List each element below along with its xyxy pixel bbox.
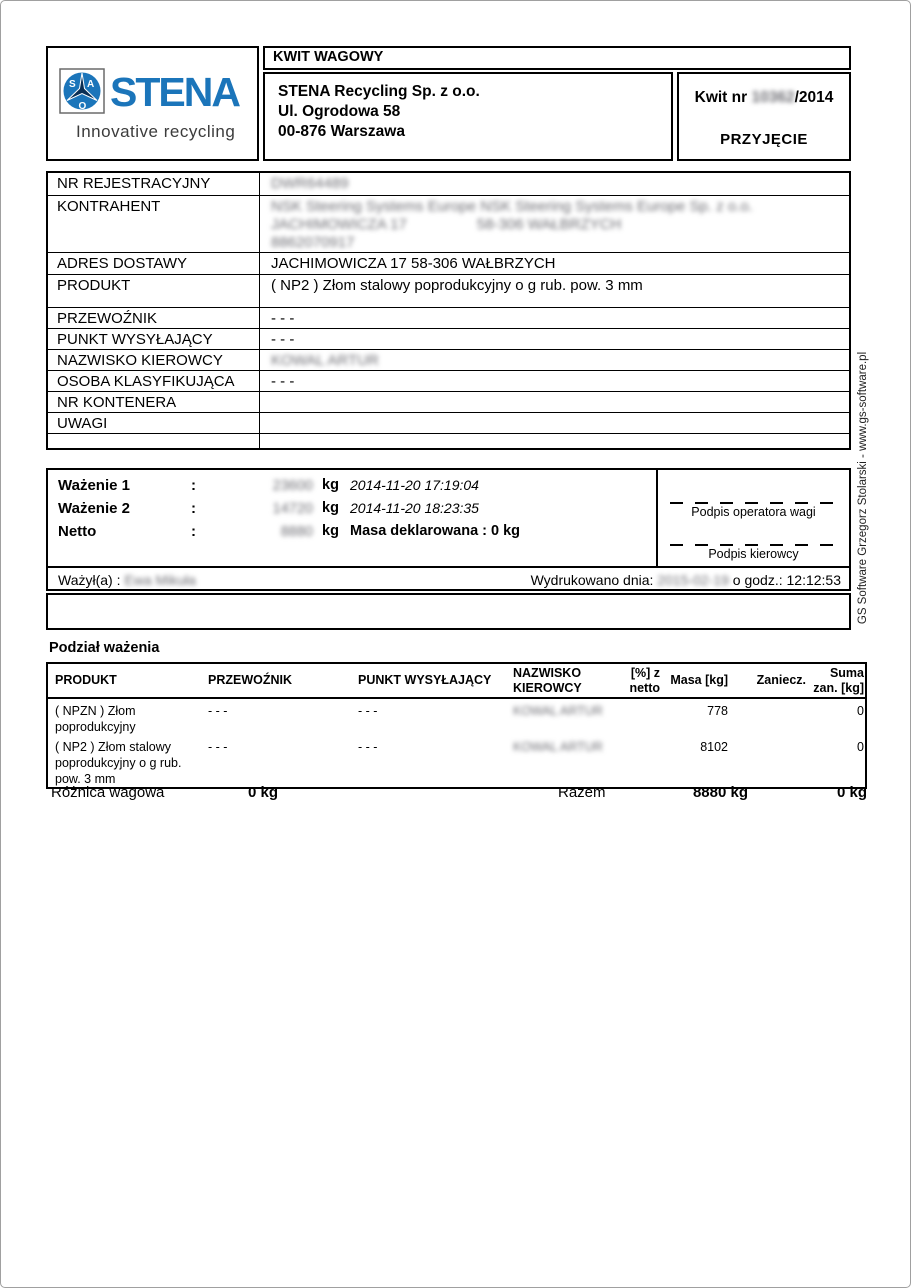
signature-label: Podpis operatora wagi: [691, 505, 816, 519]
logo-box: [46, 46, 259, 161]
kwit-number-redacted: 10362: [751, 89, 795, 106]
brand-tagline: Innovative recycling: [76, 122, 236, 141]
weighing-timestamp: 2014-11-20 18:23:35: [350, 500, 479, 516]
kwit-number-box: [677, 72, 851, 161]
weighing-timestamp: 2014-11-20 17:19:04: [350, 477, 479, 493]
field-value: - - -: [271, 373, 295, 390]
diff-label: Różnica wagowa: [51, 784, 165, 801]
table-row: [48, 328, 849, 349]
field-value: KOWAL ARTUR: [271, 352, 379, 369]
table-row: [48, 274, 849, 307]
weighing-box: [46, 468, 851, 591]
table-row: [48, 252, 849, 274]
field-label: NAZWISKO KIEROWCY: [48, 350, 260, 370]
weighing-label: Ważenie 1: [58, 477, 130, 494]
field-value: [260, 413, 849, 433]
doc-type-title: KWIT WAGOWY: [263, 46, 851, 70]
field-label: PRODUKT: [48, 275, 260, 307]
produkt-cell: ( NP2 ) Złom stalowy poprodukcyjny o g rub. pow. 3 mm: [55, 740, 182, 786]
weight-value-redacted: 23600: [272, 478, 313, 494]
table-row: [48, 412, 849, 433]
total-masa: 8880 kg: [692, 784, 748, 801]
svg-text:S: S: [69, 79, 76, 90]
column-header: PUNKT WYSYŁAJĄCY: [358, 673, 492, 688]
pct-cell: [608, 704, 665, 735]
stena-star-icon: [59, 68, 105, 114]
zaniecz-cell: [733, 740, 811, 787]
signature-label: Podpis kierowcy: [708, 547, 799, 561]
kwit-year: /2014: [794, 89, 834, 106]
weighing-row-2: Ważenie 2 : 14720 kg 2014-11-20 18:23:35: [58, 500, 479, 517]
weight-value-redacted: 8880: [280, 524, 313, 540]
svg-text:A: A: [87, 79, 95, 90]
weight-value-redacted: 14720: [272, 501, 313, 517]
signature-cell: [656, 470, 849, 566]
kwit-number-line: [679, 89, 849, 107]
brand-name: STENA: [110, 69, 239, 115]
breakdown-footer: [46, 784, 867, 806]
column-header: Zaniecz.: [756, 673, 806, 688]
receipt-mode: PRZYJĘCIE: [720, 131, 808, 148]
field-value: DWR64489: [271, 175, 349, 192]
przewoznik-cell: - - -: [208, 740, 228, 755]
table-row: [48, 349, 849, 370]
details-table: [46, 171, 851, 450]
weighing-row-netto: Netto : 8880 kg Masa deklarowana : 0 kg: [58, 523, 521, 540]
weighing-label: Ważenie 2: [58, 500, 130, 517]
breakdown-body: [46, 699, 867, 789]
weighing-row-1: Ważenie 1 : 23600 kg 2014-11-20 17:19:04: [58, 477, 479, 494]
column-header: Masa [kg]: [670, 673, 728, 688]
table-row: [48, 391, 849, 412]
field-value: JACHIMOWICZA 17 58-306 WAŁBRZYCH: [271, 255, 556, 272]
company-street: Ul. Ogrodowa 58: [278, 103, 401, 120]
field-label: PUNKT WYSYŁAJĄCY: [48, 329, 260, 349]
weighed-by-row: [48, 566, 849, 591]
signature-line: [670, 502, 837, 504]
signature-line: [670, 544, 837, 546]
field-label: NR KONTENERA: [48, 392, 260, 412]
column-header: PRZEWOŹNIK: [208, 673, 293, 688]
printed-date-redacted: 2015-02-19: [657, 572, 729, 588]
weighing-label: Netto: [58, 523, 97, 540]
empty-notes-box: [46, 593, 851, 630]
column-header: NAZWISKO KIEROWCY: [513, 666, 582, 695]
field-label: KONTRAHENT: [48, 196, 260, 252]
masa-cell: 778: [707, 704, 728, 718]
punkt-cell: - - -: [358, 740, 378, 755]
field-label: ADRES DOSTAWY: [48, 253, 260, 274]
field-label: NR REJESTRACYJNY: [48, 173, 260, 195]
column-header: [%] z netto: [629, 666, 660, 695]
field-label: OSOBA KLASYFIKUJĄCA: [48, 371, 260, 391]
total-label: Razem: [558, 784, 606, 801]
masa-cell: 8102: [700, 740, 728, 755]
field-value: NSK Steering Systems Europe NSK Steering Systems Europe Sp. z o.o. JACHIMOWICZA 17 58-306 WAŁBRZYCH 8862070917: [271, 198, 753, 251]
weighing-rows: [48, 477, 654, 549]
kwit-label: Kwit nr: [694, 89, 752, 106]
produkt-cell: ( NPZN ) Złom poprodukcyjny: [55, 704, 136, 734]
breakdown-title: Podział ważenia: [49, 640, 160, 656]
kierowca-cell: KOWAL ARTUR: [513, 704, 603, 718]
company-city: 00-876 Warszawa: [278, 123, 405, 140]
diff-value: 0 kg: [248, 784, 279, 801]
weighed-by-name-redacted: Ewa Mikuła: [124, 572, 196, 588]
column-header: Suma zan. [kg]: [813, 666, 864, 695]
breakdown-header-row: [46, 662, 867, 699]
przewoznik-cell: - - -: [208, 704, 228, 718]
kierowca-cell: KOWAL ARTUR: [513, 740, 603, 755]
weight-unit: kg: [322, 477, 339, 493]
company-name: STENA Recycling Sp. z o.o.: [278, 83, 480, 100]
table-row: [48, 195, 849, 252]
field-value: - - -: [271, 331, 295, 348]
table-row: [48, 173, 849, 195]
suma-zan-cell: 0: [857, 704, 864, 718]
field-label: PRZEWOŹNIK: [48, 308, 260, 328]
printed-date-label: Wydrukowano dnia:: [530, 572, 654, 588]
software-watermark: GS Software Grzegorz Stolarski - www.gs-software.pl: [857, 351, 869, 625]
svg-text:O: O: [78, 101, 87, 112]
table-row: [48, 699, 865, 735]
table-row-empty: [48, 433, 849, 448]
weight-unit: kg: [322, 500, 339, 516]
field-value: ( NP2 ) Złom stalowy poprodukcyjny o g rub. pow. 3 mm: [271, 277, 643, 294]
pct-cell: [608, 740, 665, 787]
weight-unit: kg: [322, 523, 339, 539]
declared-mass-note: Masa deklarowana : 0 kg: [350, 523, 521, 539]
company-address-box: [263, 72, 673, 161]
field-label: UWAGI: [48, 413, 260, 433]
table-row: [48, 307, 849, 328]
total-suma-zan: 0 kg: [836, 784, 867, 801]
suma-zan-cell: 0: [857, 740, 864, 755]
weighed-by-label: Ważył(a) :: [58, 572, 121, 588]
zaniecz-cell: [733, 704, 811, 735]
table-row: [48, 370, 849, 391]
column-header: PRODUKT: [55, 673, 117, 688]
punkt-cell: - - -: [358, 704, 378, 718]
printed-time: o godz.: 12:12:53: [732, 572, 841, 588]
field-value: - - -: [271, 310, 295, 327]
field-value: [260, 392, 849, 412]
table-row: [48, 735, 865, 787]
